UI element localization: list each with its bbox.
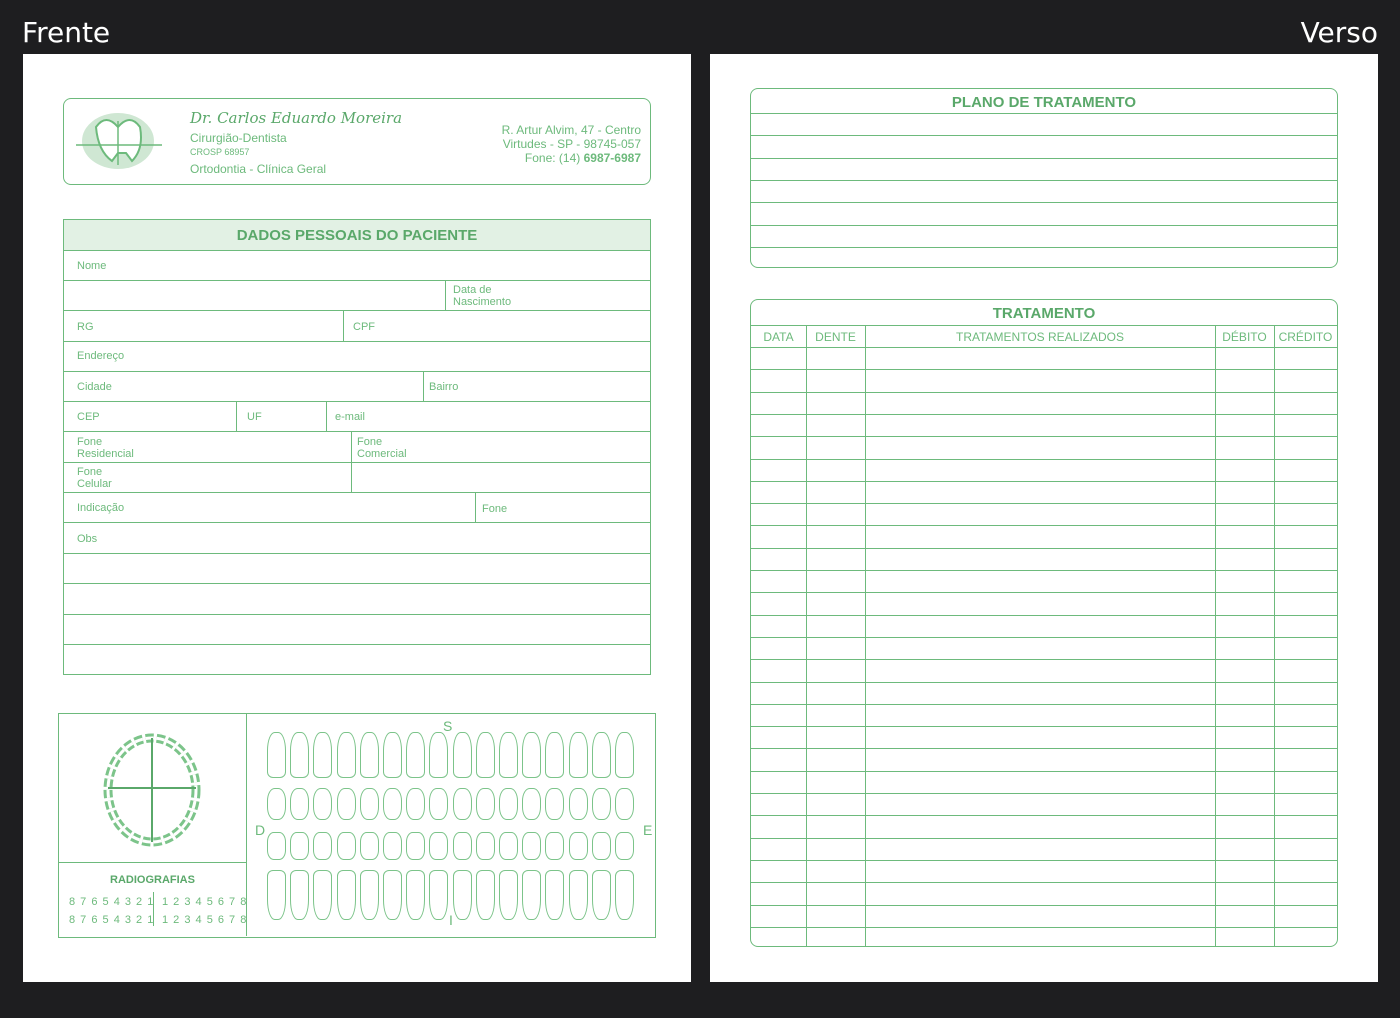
tooth-icon [522, 870, 541, 920]
tooth-icon [615, 832, 634, 860]
tooth-icon [453, 870, 472, 920]
cep-label: CEP [77, 411, 100, 423]
tooth-icon [406, 832, 425, 860]
tooth-logo-icon [74, 107, 168, 177]
front-sheet [23, 54, 691, 982]
tooth-icon [313, 732, 332, 778]
direita-label: D [255, 822, 266, 838]
col-dente: DENTE [815, 330, 856, 344]
tooth-icon [406, 870, 425, 920]
table-row-line [751, 882, 1337, 883]
crosp: CROSP 68957 [190, 147, 250, 157]
endereco-label: Endereço [77, 350, 125, 362]
treatment-title: TRATAMENTO [992, 305, 1096, 322]
nome-label: Nome [77, 260, 107, 272]
tooth-icon [453, 732, 472, 778]
table-row-line [751, 905, 1337, 906]
doctor-name: Dr. Carlos Eduardo Moreira [190, 109, 403, 127]
tooth-icon [337, 832, 356, 860]
radio-row2-right: 1 2 3 4 5 6 7 8 [162, 914, 248, 926]
table-row-line [751, 414, 1337, 415]
table-row-line [751, 726, 1337, 727]
obs-label: Obs [77, 533, 98, 545]
tooth-icon [545, 832, 564, 860]
back-label: Verso [1300, 16, 1378, 49]
fone-com-label-2: Comercial [357, 448, 407, 460]
tooth-icon [290, 870, 309, 920]
profession: Cirurgião-Dentista [190, 131, 287, 145]
plan-line [751, 180, 1337, 181]
tooth-icon [499, 732, 518, 778]
treatment-table [750, 299, 1338, 947]
tooth-icon [476, 788, 495, 820]
treatment-plan [750, 88, 1338, 268]
table-row-line [751, 347, 1337, 348]
tooth-icon [360, 788, 379, 820]
table-row-line [751, 704, 1337, 705]
tooth-icon [615, 870, 634, 920]
cpf-label: CPF [353, 321, 375, 333]
table-row-line [751, 369, 1337, 370]
tooth-icon [337, 732, 356, 778]
tooth-icon [592, 788, 611, 820]
dental-arch-icon [97, 730, 207, 850]
tooth-icon [476, 870, 495, 920]
table-row-line [751, 682, 1337, 683]
cidade-label: Cidade [77, 381, 112, 393]
radio-row1-right: 1 2 3 4 5 6 7 8 [162, 896, 248, 908]
table-row-line [751, 525, 1337, 526]
table-row-line [751, 637, 1337, 638]
col-credito: CRÉDITO [1278, 330, 1333, 344]
table-row-line [751, 436, 1337, 437]
col-tratamentos: TRATAMENTOS REALIZADOS [955, 330, 1125, 344]
email-label: e-mail [335, 411, 365, 423]
phone-line [525, 152, 641, 164]
table-row-line [751, 927, 1337, 928]
tooth-icon [499, 832, 518, 860]
tooth-icon [499, 788, 518, 820]
table-row-line [751, 793, 1337, 794]
tooth-icon [615, 788, 634, 820]
tooth-icon [592, 732, 611, 778]
plan-line [751, 113, 1337, 114]
birth-label-2: Nascimento [453, 296, 512, 308]
fone-cel-label-1: Fone [77, 466, 103, 478]
tooth-icon [360, 732, 379, 778]
tooth-icon [313, 870, 332, 920]
phone-prefix: Fone: (14) [524, 151, 584, 165]
tooth-icon [592, 870, 611, 920]
table-row-line [751, 659, 1337, 660]
city: Virtudes - SP - 98745-057 [502, 137, 641, 151]
table-row-line [751, 592, 1337, 593]
tooth-icon [383, 788, 402, 820]
table-row-line [751, 570, 1337, 571]
clinic-header [63, 98, 651, 185]
tooth-icon [290, 788, 309, 820]
table-row-line [751, 771, 1337, 772]
address: R. Artur Alvim, 47 - Centro [501, 123, 641, 137]
phone-number: 6987-6987 [583, 151, 641, 165]
plan-line [751, 202, 1337, 203]
personal-data-title: DADOS PESSOAIS DO PACIENTE [236, 227, 478, 244]
tooth-icon [522, 832, 541, 860]
table-row-line [751, 548, 1337, 549]
tooth-icon [313, 788, 332, 820]
tooth-icon [429, 832, 448, 860]
plan-line [751, 135, 1337, 136]
tooth-icon [429, 870, 448, 920]
tooth-icon [569, 870, 588, 920]
tooth-icon [429, 732, 448, 778]
fone-label: Fone [482, 503, 508, 515]
tooth-icon [383, 870, 402, 920]
table-row-line [751, 459, 1337, 460]
tooth-icon [406, 788, 425, 820]
plan-line [751, 225, 1337, 226]
table-row-line [751, 481, 1337, 482]
treatment-plan-title: PLANO DE TRATAMENTO [951, 94, 1137, 111]
table-row-line [751, 392, 1337, 393]
radiografias-label: RADIOGRAFIAS [110, 874, 195, 886]
tooth-icon [522, 788, 541, 820]
rg-label: RG [77, 321, 94, 333]
plan-line [751, 158, 1337, 159]
specialties: Ortodontia - Clínica Geral [190, 162, 327, 176]
table-row-line [751, 860, 1337, 861]
tooth-icon [592, 832, 611, 860]
tooth-icon [267, 788, 286, 820]
tooth-icon [522, 732, 541, 778]
indicacao-label: Indicação [77, 502, 125, 514]
fone-res-label-2: Residencial [77, 448, 134, 460]
personal-data-form [63, 219, 651, 675]
tooth-icon [267, 832, 286, 860]
tooth-icon [545, 732, 564, 778]
tooth-icon [313, 832, 332, 860]
tooth-icon [290, 732, 309, 778]
tooth-icon [383, 832, 402, 860]
tooth-icon [290, 832, 309, 860]
teeth-chart [259, 714, 644, 936]
col-debito: DÉBITO [1222, 330, 1267, 344]
table-row-line [751, 748, 1337, 749]
fone-cel-label-2: Celular [77, 478, 112, 490]
tooth-icon [267, 870, 286, 920]
uf-label: UF [247, 411, 262, 423]
back-sheet [710, 54, 1378, 982]
tooth-icon [545, 788, 564, 820]
tooth-icon [360, 870, 379, 920]
tooth-icon [545, 870, 564, 920]
tooth-icon [383, 732, 402, 778]
col-data: DATA [763, 330, 794, 344]
tooth-icon [360, 832, 379, 860]
tooth-icon [615, 732, 634, 778]
bairro-label: Bairro [429, 381, 459, 393]
esquerda-label: E [643, 822, 653, 838]
tooth-icon [406, 732, 425, 778]
tooth-icon [499, 870, 518, 920]
front-label: Frente [22, 16, 111, 49]
tooth-icon [453, 788, 472, 820]
tooth-icon [476, 832, 495, 860]
fone-com-label-1: Fone [357, 436, 383, 448]
inferior-label: I [449, 912, 453, 928]
tooth-icon [337, 788, 356, 820]
table-row-line [751, 838, 1337, 839]
tooth-icon [453, 832, 472, 860]
fone-res-label-1: Fone [77, 436, 103, 448]
plan-line [751, 247, 1337, 248]
tooth-icon [569, 788, 588, 820]
radio-row2-left: 8 7 6 5 4 3 2 1 [69, 914, 155, 926]
table-row-line [751, 615, 1337, 616]
tooth-icon [476, 732, 495, 778]
tooth-icon [337, 870, 356, 920]
table-row-line [751, 503, 1337, 504]
radio-row1-left: 8 7 6 5 4 3 2 1 [69, 896, 155, 908]
table-row-line [751, 815, 1337, 816]
odontogram [58, 713, 656, 938]
tooth-icon [267, 732, 286, 778]
tooth-icon [429, 788, 448, 820]
superior-label: S [443, 718, 453, 734]
tooth-icon [569, 832, 588, 860]
tooth-icon [569, 732, 588, 778]
birth-label-1: Data de [453, 284, 492, 296]
